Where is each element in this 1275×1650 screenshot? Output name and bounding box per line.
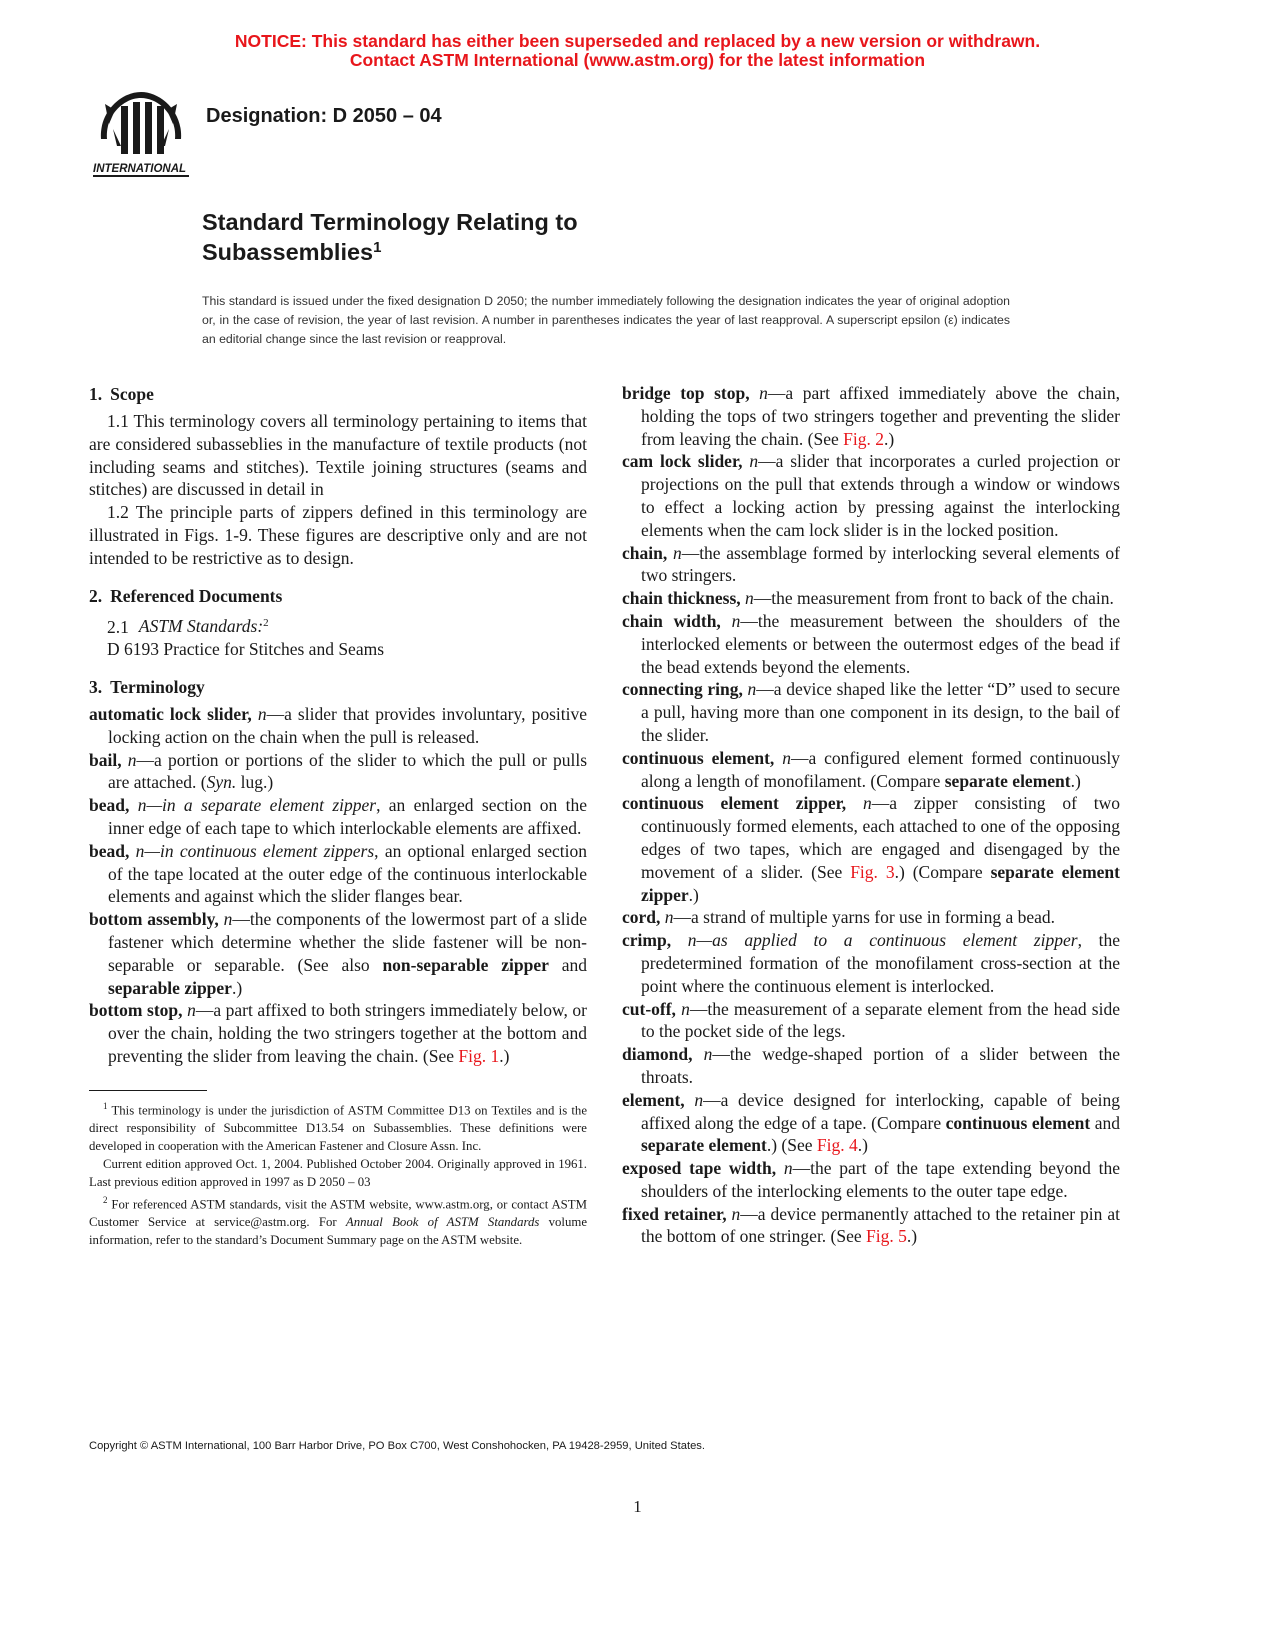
logo-text: INTERNATIONAL (93, 163, 187, 175)
term-cord: cord, n—a strand of multiple yarns for use in forming a bead. (622, 907, 1056, 928)
designation: Designation: D 2050 – 04 (206, 105, 442, 127)
term-connecting-ring: connecting ring, n—a device shaped like the letter “D” used to secure a pull, having more than one component in its design, to the bail of the slider. (622, 679, 1121, 745)
term-chain-thickness: chain thickness, n—the measurement from front to back of the chain. (622, 588, 1114, 609)
term-cam-lock-slider: cam lock slider, n—a slider that incorporates a curled projection or projections on the pull that extends through a window or windows to effect a locking action by pressing against the interlocking elements when the cam lock slider is in the locked position. (622, 451, 1121, 540)
scope-paragraph-1: 1.1 This terminology covers all terminology pertaining to items that are considered subasseblies in the manufacture of textile products (not including seams and stitches). Textile joining structures (seams and stitches) are discussed in detail in (89, 411, 587, 500)
title-footnote-ref[interactable]: 1 (373, 239, 382, 256)
footnote-ref-2[interactable]: 2 (263, 616, 269, 629)
term-bottom-assembly: bottom assembly, n—the components of the lowermost part of a slide fastener which determine whether the slide fastener will be non-separable or separable. (See also non-separable zipper and separable zipper.) (89, 909, 588, 998)
left-column (89, 382, 587, 1249)
footnote-divider (89, 1090, 207, 1091)
term-bead-continuous: bead, n—in continuous element zippers, an optional enlarged section of the tape located at the outer edge of the continuous interlockable elements and against which the slider flanges bear. (89, 840, 588, 907)
section-heading-terminology: 3. Terminology (89, 677, 205, 697)
referenced-document-d6193[interactable]: D 6193 Practice for Stitches and Seams (107, 639, 385, 660)
term-bottom-stop: bottom stop, n—a part affixed to both stringers immediately below, or over the chain, holding the two stringers together at the bottom and preventing the slider from leaving the chain. (See Fig. 1.) (89, 1000, 588, 1066)
term-chain-width: chain width, n—the measurement between the shoulders of the interlocked elements or between the outermost edges of the bead if the bead extends beyond the elements. (622, 610, 1121, 677)
fig-1-link[interactable]: Fig. 1 (458, 1045, 500, 1066)
footnote-2: $^2$ For referenced ASTM standards, visit the ASTM website, www.astm.org, or contact ASTM Customer Service at service@astm.org. For Annual Book of ASTM Standards volume information, refer to the standard’s Document Summary page on the ASTM website. (89, 1195, 588, 1248)
fig-3-link[interactable]: Fig. 3 (850, 861, 895, 882)
section-heading-scope: 1. Scope (89, 384, 154, 404)
term-continuous-element-zipper: continuous element zipper, n—a zipper consisting of two continuously formed elements, each attached to one of the opposing edges of two tapes, which are engaged and disengaged by the movement of a slider. (See Fig. 3.) (Compare separate element zipper.) (622, 793, 1121, 905)
term-bead-separate: bead, n—in a separate element zipper, an enlarged section on the inner edge of each tape to which interlockable elements are affixed. (89, 795, 587, 838)
issued-note: This standard is issued under the fixed designation D 2050; the number immediately following the designation indicates the year of original adoption or, in the case of revision, the year of last revision. A number in parentheses indicates the year of last reapproval. A superscript epsilon (ε) indicates an editorial change since the last revision or reapproval. (202, 294, 1010, 346)
withdrawal-notice (0, 32, 1275, 70)
scope-paragraph-2: 1.2 The principle parts of zippers defined in this terminology are illustrated in Figs. 1-9. These figures are descriptive only and are not intended to be restrictive as to design. (89, 502, 587, 568)
term-element: element, n—a device designed for interlocking, capable of being affixed along the edge of a tape. (Compare continuous element and separate element.) (See Fig. 4.) (622, 1089, 1121, 1156)
title-line-2: Subassemblies$^1$ (202, 239, 382, 265)
term-diamond: diamond, n—the wedge-shaped portion of a slider between the throats. (622, 1044, 1121, 1087)
term-continuous-element: continuous element, n—a configured element formed continuously along a length of monofilament. (Compare separate element.) (622, 747, 1121, 791)
fig-5-link[interactable]: Fig. 5 (866, 1226, 907, 1247)
right-column (622, 382, 1120, 1248)
term-fixed-retainer: fixed retainer, n—a device permanently attached to the retainer pin at the bottom of one stringer. (See Fig. 5.) (622, 1203, 1121, 1247)
copyright-footer: Copyright © ASTM International, 100 Barr Harbor Drive, PO Box C700, West Conshohocken, PA 19428-2959, United States. (89, 1440, 705, 1452)
term-automatic-lock-slider: automatic lock slider, n—a slider that provides involuntary, positive locking action on the chain when the pull is released. (89, 704, 588, 747)
section-heading-referenced-documents: 2. Referenced Documents (89, 585, 283, 606)
document-title (202, 207, 578, 267)
fig-2-link[interactable]: Fig. 2 (843, 428, 885, 449)
term-bail: bail, n—a portion or portions of the slider to which the pull or pulls are attached. (Syn. lug.) (89, 749, 588, 793)
term-chain: chain, n—the assemblage formed by interlocking several elements of two stringers. (622, 542, 1121, 586)
notice-line-2: Contact ASTM International (www.astm.org) for the latest information (349, 50, 926, 70)
fig-4-link[interactable]: Fig. 4 (816, 1135, 858, 1156)
footnote-1: $^1$ This terminology is under the jurisdiction of ASTM Committee D13 on Textiles and is the direct responsibility of Subcommittee D13.54 on Subassemblies. These definitions were developed in cooperation with the American Fastener and Closure Assn. Inc. (89, 1100, 587, 1154)
astm-international-logo (91, 84, 191, 184)
term-crimp: crimp, n—as applied to a continuous element zipper, the predetermined formation of the monofilament cross-section at the point where the continuous element is interlocked. (622, 930, 1120, 996)
term-exposed-tape-width: exposed tape width, n—the part of the tape extending beyond the shoulders of the interlocking elements to the outer tape edge. (622, 1158, 1120, 1201)
page-number: 1 (633, 1497, 642, 1516)
notice-line-1: NOTICE: This standard has either been superseded and replaced by a new version or withdrawn. (234, 31, 1041, 51)
term-cut-off: cut-off, n—the measurement of a separate element from the head side to the pocket side of the legs. (622, 998, 1120, 1042)
astm-standards-subheading: 2.1 ASTM Standards:$^2$ (107, 616, 269, 637)
footnote-1-edition: Current edition approved Oct. 1, 2004. Published October 2004. Originally approved in 1961. Last previous edition approved in 1997 as D 2050 – 03 (89, 1157, 587, 1190)
title-line-1: Standard Terminology Relating to (202, 209, 578, 235)
term-bridge-top-stop: bridge top stop, n—a part affixed immediately above the chain, holding the tops of two stringers together and preventing the slider from leaving the chain. (See Fig. 2.) (622, 383, 1120, 449)
